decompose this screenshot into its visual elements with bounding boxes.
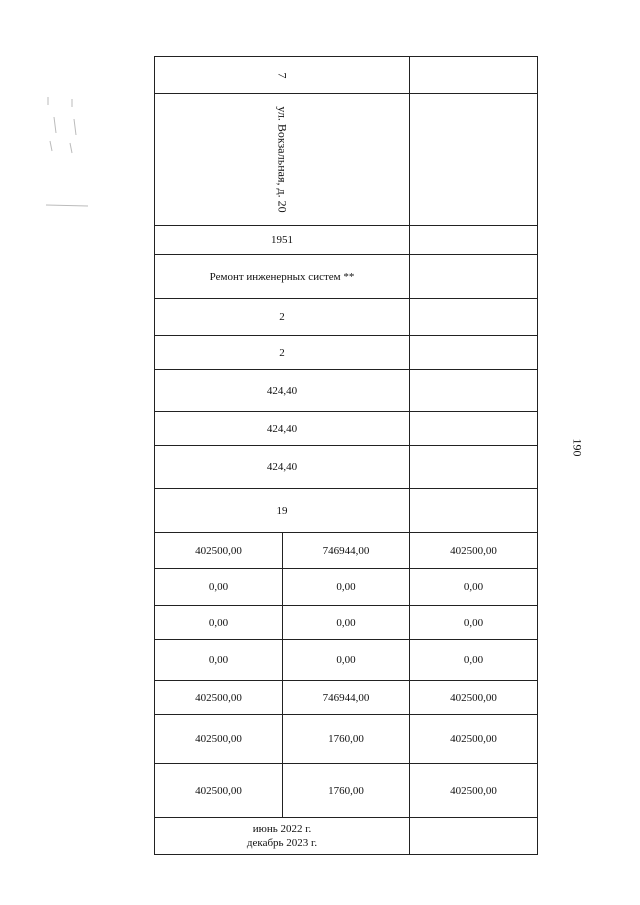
margin-pencil-marks (42, 95, 92, 210)
value-cell: 424,40 (155, 370, 410, 412)
empty-cell (410, 818, 538, 855)
value-cell: 0,00 (283, 569, 410, 606)
value-cell: 402500,00 (410, 533, 538, 569)
period-cell (155, 818, 410, 855)
table-row (155, 336, 538, 370)
address: ул. Вокзальная, д. 20 (275, 106, 290, 213)
value-cell: 0,00 (283, 640, 410, 681)
value-cell: 0,00 (410, 640, 538, 681)
value-cell: 746944,00 (283, 533, 410, 569)
table-row (155, 57, 538, 94)
table-row (155, 489, 538, 533)
value-cell: 402500,00 (155, 533, 283, 569)
value-cell: 0,00 (155, 640, 283, 681)
empty-cell (410, 489, 538, 533)
value-cell: 0,00 (155, 569, 283, 606)
value-cell: 402500,00 (410, 715, 538, 764)
value-cell: 1760,00 (283, 764, 410, 818)
work-type: Ремонт инженерных систем ** (155, 255, 410, 299)
table-row (155, 715, 538, 764)
table-row (155, 681, 538, 715)
table-row (155, 818, 538, 855)
empty-cell (410, 57, 538, 94)
value-cell: 424,40 (155, 446, 410, 489)
table-row (155, 370, 538, 412)
value-cell: 19 (155, 489, 410, 533)
table-row (155, 533, 538, 569)
empty-cell (410, 412, 538, 446)
value-cell: 2 (155, 336, 410, 370)
table-row (155, 446, 538, 489)
table-row (155, 606, 538, 640)
value-cell: 2 (155, 299, 410, 336)
value-cell: 402500,00 (410, 681, 538, 715)
value-cell: 402500,00 (155, 764, 283, 818)
period-end: декабрь 2023 г. (246, 837, 318, 849)
table-row (155, 764, 538, 818)
table-row (155, 226, 538, 255)
empty-cell (410, 255, 538, 299)
value-cell: 0,00 (155, 606, 283, 640)
value-cell: 424,40 (155, 412, 410, 446)
row-number: 7 (275, 72, 290, 78)
value-cell: 402500,00 (155, 715, 283, 764)
empty-cell (410, 299, 538, 336)
value-cell: 0,00 (283, 606, 410, 640)
table-row (155, 640, 538, 681)
value-cell: 746944,00 (283, 681, 410, 715)
table-row (155, 299, 538, 336)
value-cell: 1760,00 (283, 715, 410, 764)
value-cell: 0,00 (410, 606, 538, 640)
table-row (155, 412, 538, 446)
value-cell: 402500,00 (155, 681, 283, 715)
empty-cell (410, 370, 538, 412)
table-row (155, 255, 538, 299)
build-year: 1951 (155, 226, 410, 255)
empty-cell (410, 226, 538, 255)
value-cell: 402500,00 (410, 764, 538, 818)
table-row (155, 569, 538, 606)
empty-cell (410, 336, 538, 370)
repair-data-table (154, 56, 538, 855)
empty-cell (410, 94, 538, 226)
period-start: июнь 2022 г. (252, 823, 312, 835)
empty-cell (410, 446, 538, 489)
table-row (155, 94, 538, 226)
value-cell: 0,00 (410, 569, 538, 606)
page-number: 190 (570, 438, 585, 457)
